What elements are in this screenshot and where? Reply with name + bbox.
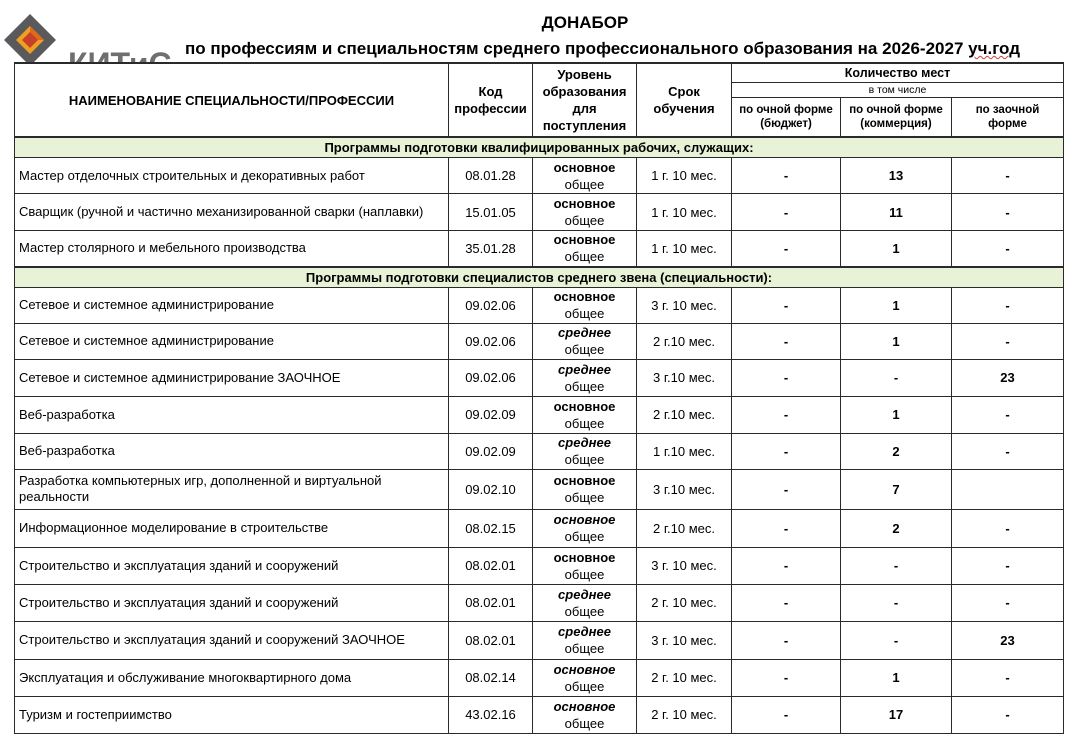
places-extramural: - bbox=[952, 323, 1064, 359]
study-term: 2 г.10 мес. bbox=[637, 396, 732, 433]
program-name: Туризм и гостеприимство bbox=[15, 696, 449, 733]
section-header-row bbox=[15, 267, 1064, 288]
table-row bbox=[15, 194, 1064, 231]
education-level bbox=[533, 509, 637, 547]
program-code: 08.02.01 bbox=[449, 547, 533, 584]
education-level-main: основное bbox=[553, 698, 616, 714]
education-level-sub: общее bbox=[564, 378, 605, 394]
places-budget: - bbox=[732, 469, 841, 509]
places-commerce: - bbox=[841, 584, 952, 621]
education-level-main: среднее bbox=[558, 586, 611, 602]
places-commerce: 1 bbox=[841, 659, 952, 696]
places-extramural: - bbox=[952, 231, 1064, 267]
program-name: Информационное моделирование в строительстве bbox=[15, 509, 449, 547]
table-row bbox=[15, 323, 1064, 359]
section-title: Программы подготовки специалистов среднего звена (специальности): bbox=[15, 267, 1064, 288]
education-level-main: основное bbox=[553, 196, 616, 211]
header-code: Код профессии bbox=[449, 63, 533, 137]
program-name: Строительство и эксплуатация зданий и сооружений ЗАОЧНОЕ bbox=[15, 621, 449, 659]
education-level-sub: общее bbox=[564, 641, 605, 656]
program-code: 08.02.01 bbox=[449, 584, 533, 621]
program-name: Веб-разработка bbox=[15, 433, 449, 469]
education-level-sub: общее bbox=[564, 213, 605, 228]
study-term: 1 г. 10 мес. bbox=[637, 231, 732, 267]
education-level bbox=[533, 584, 637, 621]
education-level bbox=[533, 621, 637, 659]
study-term: 2 г. 10 мес. bbox=[637, 696, 732, 733]
education-level-sub: общее bbox=[564, 415, 605, 431]
table-row bbox=[15, 287, 1064, 323]
subtitle-text: по профессиям и специальностям среднего профессионального образования на 2026-2027 bbox=[185, 39, 969, 58]
program-code: 09.02.09 bbox=[449, 396, 533, 433]
education-level bbox=[533, 659, 637, 696]
places-budget: - bbox=[732, 323, 841, 359]
education-level bbox=[533, 158, 637, 194]
program-code: 08.02.15 bbox=[449, 509, 533, 547]
program-code: 08.01.28 bbox=[449, 158, 533, 194]
education-level-sub: общее bbox=[564, 490, 605, 505]
places-commerce: - bbox=[841, 359, 952, 396]
table-row bbox=[15, 509, 1064, 547]
places-commerce: 1 bbox=[841, 287, 952, 323]
places-commerce: 7 bbox=[841, 469, 952, 509]
education-level-main: основное bbox=[553, 473, 616, 488]
study-term: 3 г.10 мес. bbox=[637, 359, 732, 396]
table-row bbox=[15, 659, 1064, 696]
program-code: 09.02.06 bbox=[449, 323, 533, 359]
study-term: 1 г. 10 мес. bbox=[637, 194, 732, 231]
program-name: Сварщик (ручной и частично механизированной сварки (наплавки) bbox=[15, 194, 449, 231]
page-subtitle bbox=[185, 39, 1020, 59]
program-name: Эксплуатация и обслуживание многоквартирного дома bbox=[15, 659, 449, 696]
education-level bbox=[533, 194, 637, 231]
places-budget: - bbox=[732, 287, 841, 323]
program-code: 09.02.06 bbox=[449, 359, 533, 396]
education-level-main: среднее bbox=[558, 361, 611, 377]
education-level bbox=[533, 359, 637, 396]
header-commerce: по очной форме (коммерция) bbox=[841, 98, 952, 138]
places-extramural: - bbox=[952, 194, 1064, 231]
places-extramural: - bbox=[952, 547, 1064, 584]
education-level-main: основное bbox=[553, 549, 616, 565]
study-term: 3 г. 10 мес. bbox=[637, 547, 732, 584]
header-level: Уровень образования для поступления bbox=[533, 63, 637, 137]
table-row bbox=[15, 469, 1064, 509]
study-term: 2 г. 10 мес. bbox=[637, 584, 732, 621]
program-code: 08.02.01 bbox=[449, 621, 533, 659]
table-body bbox=[15, 137, 1064, 733]
table-row bbox=[15, 158, 1064, 194]
table-row bbox=[15, 621, 1064, 659]
places-budget: - bbox=[732, 433, 841, 469]
education-level-sub: общее bbox=[564, 566, 605, 582]
education-level-main: основное bbox=[553, 512, 616, 527]
places-commerce: 1 bbox=[841, 396, 952, 433]
education-level bbox=[533, 433, 637, 469]
program-name: Строительство и эксплуатация зданий и сооружений bbox=[15, 547, 449, 584]
table-row bbox=[15, 696, 1064, 733]
education-level-main: среднее bbox=[558, 435, 611, 450]
education-level-sub: общее bbox=[564, 529, 605, 544]
study-term: 1 г.10 мес. bbox=[637, 433, 732, 469]
education-level bbox=[533, 696, 637, 733]
places-extramural: - bbox=[952, 396, 1064, 433]
education-level bbox=[533, 396, 637, 433]
education-level-sub: общее bbox=[564, 249, 605, 265]
places-extramural: 23 bbox=[952, 621, 1064, 659]
places-extramural: - bbox=[952, 158, 1064, 194]
education-level-main: основное bbox=[553, 232, 616, 248]
places-budget: - bbox=[732, 696, 841, 733]
places-extramural: - bbox=[952, 659, 1064, 696]
places-commerce: 13 bbox=[841, 158, 952, 194]
program-name: Сетевое и системное администрирование bbox=[15, 323, 449, 359]
education-level bbox=[533, 231, 637, 267]
education-level-sub: общее bbox=[564, 176, 605, 192]
education-level-sub: общее bbox=[564, 678, 605, 694]
program-code: 09.02.10 bbox=[449, 469, 533, 509]
program-code: 08.02.14 bbox=[449, 659, 533, 696]
table-row bbox=[15, 584, 1064, 621]
program-name: Строительство и эксплуатация зданий и сооружений bbox=[15, 584, 449, 621]
education-level-main: среднее bbox=[558, 624, 611, 639]
table-row bbox=[15, 396, 1064, 433]
program-name: Сетевое и системное администрирование bbox=[15, 287, 449, 323]
places-budget: - bbox=[732, 194, 841, 231]
program-code: 09.02.09 bbox=[449, 433, 533, 469]
subtitle-year-suffix: уч.год bbox=[968, 39, 1020, 58]
places-budget: - bbox=[732, 509, 841, 547]
program-code: 09.02.06 bbox=[449, 287, 533, 323]
table-row bbox=[15, 433, 1064, 469]
header-term: Срок обучения bbox=[637, 63, 732, 137]
header-name: НАИМЕНОВАНИЕ СПЕЦИАЛЬНОСТИ/ПРОФЕССИИ bbox=[15, 63, 449, 137]
education-level-main: основное bbox=[553, 289, 616, 304]
section-header-row bbox=[15, 137, 1064, 158]
header-places: Количество мест bbox=[732, 63, 1064, 83]
places-commerce: - bbox=[841, 547, 952, 584]
study-term: 3 г. 10 мес. bbox=[637, 621, 732, 659]
places-extramural: - bbox=[952, 584, 1064, 621]
places-extramural: - bbox=[952, 433, 1064, 469]
places-commerce: - bbox=[841, 621, 952, 659]
places-budget: - bbox=[732, 158, 841, 194]
program-name: Мастер отделочных строительных и декоративных работ bbox=[15, 158, 449, 194]
education-level bbox=[533, 287, 637, 323]
study-term: 3 г. 10 мес. bbox=[637, 287, 732, 323]
education-level-main: основное bbox=[553, 661, 616, 677]
places-budget: - bbox=[732, 359, 841, 396]
places-extramural: - bbox=[952, 696, 1064, 733]
education-level-sub: общее bbox=[564, 603, 605, 619]
table-row bbox=[15, 231, 1064, 267]
section-title: Программы подготовки квалифицированных рабочих, служащих: bbox=[15, 137, 1064, 158]
education-level bbox=[533, 469, 637, 509]
education-level-main: основное bbox=[553, 398, 616, 414]
education-level-sub: общее bbox=[564, 306, 605, 321]
places-budget: - bbox=[732, 547, 841, 584]
places-extramural: 23 bbox=[952, 359, 1064, 396]
program-code: 35.01.28 bbox=[449, 231, 533, 267]
program-code: 43.02.16 bbox=[449, 696, 533, 733]
study-term: 1 г. 10 мес. bbox=[637, 158, 732, 194]
study-term: 3 г.10 мес. bbox=[637, 469, 732, 509]
study-term: 2 г. 10 мес. bbox=[637, 659, 732, 696]
education-level-sub: общее bbox=[564, 342, 605, 357]
places-commerce: 2 bbox=[841, 433, 952, 469]
education-level-sub: общее bbox=[564, 452, 605, 467]
education-level-main: основное bbox=[553, 159, 616, 175]
header-in-total: в том числе bbox=[732, 83, 1064, 98]
table-row bbox=[15, 547, 1064, 584]
places-commerce: 17 bbox=[841, 696, 952, 733]
places-budget: - bbox=[732, 659, 841, 696]
places-commerce: 2 bbox=[841, 509, 952, 547]
places-budget: - bbox=[732, 231, 841, 267]
places-extramural bbox=[952, 469, 1064, 509]
places-commerce: 1 bbox=[841, 323, 952, 359]
places-commerce: 1 bbox=[841, 231, 952, 267]
places-commerce: 11 bbox=[841, 194, 952, 231]
education-level bbox=[533, 323, 637, 359]
education-level bbox=[533, 547, 637, 584]
program-name: Мастер столярного и мебельного производства bbox=[15, 231, 449, 267]
program-name: Веб-разработка bbox=[15, 396, 449, 433]
places-budget: - bbox=[732, 396, 841, 433]
study-term: 2 г.10 мес. bbox=[637, 323, 732, 359]
study-term: 2 г.10 мес. bbox=[637, 509, 732, 547]
education-level-main: среднее bbox=[558, 325, 611, 340]
program-name: Сетевое и системное администрирование ЗАОЧНОЕ bbox=[15, 359, 449, 396]
page-title: ДОНАБОР bbox=[541, 13, 629, 32]
places-extramural: - bbox=[952, 287, 1064, 323]
header-budget: по очной форме (бюджет) bbox=[732, 98, 841, 138]
table-row bbox=[15, 359, 1064, 396]
places-budget: - bbox=[732, 584, 841, 621]
program-name: Разработка компьютерных игр, дополненной и виртуальной реальности bbox=[15, 469, 449, 509]
program-code: 15.01.05 bbox=[449, 194, 533, 231]
places-budget: - bbox=[732, 621, 841, 659]
admissions-table bbox=[14, 62, 1064, 734]
education-level-sub: общее bbox=[564, 715, 605, 731]
header-extramural: по заочной форме bbox=[952, 98, 1064, 138]
places-extramural: - bbox=[952, 509, 1064, 547]
